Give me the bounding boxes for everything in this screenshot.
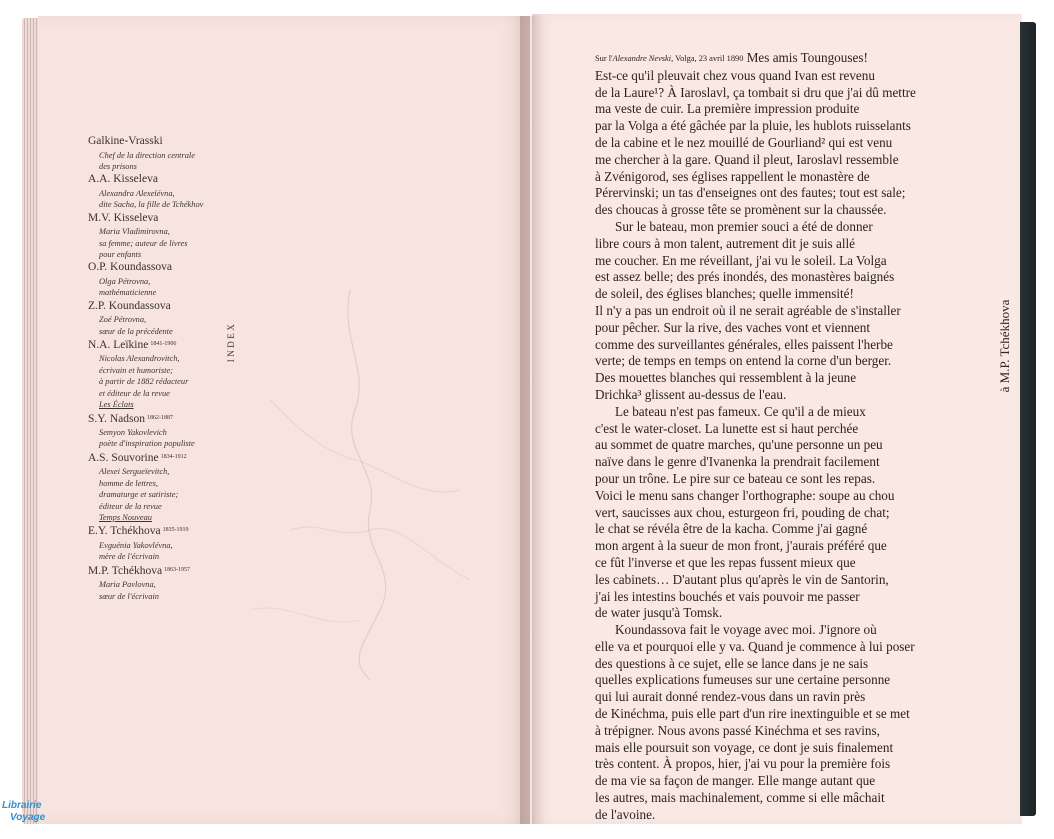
letter-line: des choucas à grosse tête se promènent sur la chaussée. [595, 202, 887, 218]
letter-line: vert, saucisses aux chou, esturgeon fri, pouding de chat; [595, 504, 890, 520]
index-entry-description: dramaturge et satiriste; [99, 490, 179, 500]
letter-line: est assez belle; des prés inondés, des monastères baignés [595, 269, 895, 285]
letter-line: Est-ce qu'il pleuvait chez vous quand Ivan est revenu [595, 67, 875, 83]
letter-line: au sommet de quatre marches, qu'une personne un peu [595, 437, 883, 453]
letter-line: verte; de temps en temps on entend la corne d'un berger. [595, 353, 892, 369]
index-entry-name: Galkine-Vrasski [88, 135, 163, 147]
letter-line: libre cours à mon talent, autrement dit je suis allé [595, 235, 856, 251]
letter-line: les cabinets… D'autant plus qu'après le vin de Santorin, [595, 571, 889, 587]
letter-line: par la Volga a été gâchée par la pluie, les hublots ruisselants [595, 118, 911, 134]
index-entry-description: mathématicienne [99, 288, 157, 298]
letter-line: de water jusqu'à Tomsk. [595, 605, 723, 621]
letter-line: mon argent à la sueur de mon front, j'aurais préféré que [595, 538, 887, 554]
index-entry [88, 523, 228, 562]
index-entry-description: Alexei Sergueïevitch, [99, 467, 170, 477]
letter-line: comme des surveillantes générales, elles paissent l'herbe [595, 336, 893, 352]
index-entry-description: à partir de 1882 rédacteur [99, 377, 189, 387]
index-entry-name: Z.P. Koundassova [88, 299, 171, 312]
letter-line: elle va et pourquoi elle y va. Quand je commence à lui poser [595, 638, 915, 654]
index-entry-description: Alexandra Alexeïévna, [99, 188, 175, 198]
index-entry-name: S.Y. Nadson $^{1862-1887}$ [88, 412, 173, 425]
letter-line: ma veste de cuir. La première impression produite [595, 101, 860, 117]
index-entry-description: dite Sacha, la fille de Tchékhov [99, 200, 204, 210]
letter-line: mais elle poursuit son voyage, ce dont je suis finalement [595, 739, 894, 755]
letter-body [595, 68, 945, 824]
letter-line: de la Laure¹? À Iaroslavl, ça tombait si dru que j'ai dû mettre [595, 84, 916, 100]
index-vertical-label: INDEX [226, 321, 236, 363]
letter-line: le chat se révéla être de la kacha. Comme j'ai gagné [595, 521, 868, 537]
letter-line: de l'avoine. [595, 806, 656, 822]
letter-line: des questions à ce sujet, elle se lance dans je ne sais [595, 655, 869, 671]
index-entry-description: Maria Pavlovna, [99, 580, 156, 590]
letter-line: Des mouettes blanches qui ressemblent à la jeune [595, 370, 857, 386]
index-entry [88, 134, 228, 172]
letter-dateline: Sur l'Alexandre Nevski, Volga, 23 avril 1890 [595, 54, 744, 63]
index-entry [88, 563, 228, 602]
index-list [88, 134, 228, 602]
letter-salutation: Mes amis Toungouses! [746, 50, 868, 65]
letter-text [595, 50, 945, 824]
index-entry-dates: 1835-1919 [162, 527, 189, 534]
letter-line: c'est le water-closet. La lunette est si haut perchée [595, 420, 859, 436]
index-entry-name: M.V. Kisseleva [88, 211, 159, 224]
index-entry-name: M.P. Tchékhova $^{1863-1957}$ [88, 564, 191, 577]
letter-line: ce fût l'inverse et que les repas fussent mieux que [595, 554, 856, 570]
letter-line: Voici le menu sans changer l'orthographe: soupe au chou [595, 487, 895, 503]
letter-line: les autres, mais machinalement, comme si elle mâchait [595, 790, 885, 806]
index-entry-description: Evguénia Yakovlévna, [99, 540, 173, 550]
index-entry-dates: 1841-1906 [150, 340, 177, 347]
index-entry-name: N.A. Leïkine $^{1841-1906}$ [88, 338, 177, 351]
index-entry [88, 260, 228, 298]
back-cover-edge [1020, 22, 1036, 816]
letter-line: pour pêcher. Sur la rive, des vaches vont et viennent [595, 319, 871, 335]
letter-line: me coucher. En me réveillant, j'ai vu le soleil. La Volga [595, 252, 887, 268]
index-entry-description: pour enfants [99, 249, 142, 259]
letter-line: pour un trône. Le pire sur ce bateau ce sont les repas. [595, 470, 876, 486]
index-entry [88, 172, 228, 210]
index-entry-description: Zoé Pétrovna, [99, 315, 147, 325]
index-entry-description: mère de l'écrivain [99, 552, 160, 562]
index-entry-publication: Les Éclats [99, 400, 134, 410]
index-entry-name: A.A. Kisseleva [88, 173, 158, 186]
index-entry-description: écrivain et humoriste; [99, 365, 173, 375]
letter-line: naïve dans le genre d'Ivanenka la prendrait facilement [595, 454, 880, 470]
letter-line: Koundassova fait le voyage avec moi. J'ignore où [615, 622, 877, 638]
letter-line: Il n'y a pas un endroit où il ne serait agréable de s'installer [595, 302, 901, 318]
letter-line: de Kinéchma, puis elle part d'un rire inextinguible et se met [595, 706, 910, 722]
letter-line: j'ai les intestins bouchés et vais pouvoir me passer [595, 588, 860, 604]
index-entry-name: O.P. Koundassova [88, 261, 173, 274]
letter-line: très content. À propos, hier, j'ai vu pour la première fois [595, 756, 891, 772]
index-entry-description: Maria Vladimirovna, [99, 227, 170, 237]
librairie-voyage-logo: Librairie Voyage [2, 800, 46, 823]
letter-line: qui lui aurait donné rendez-vous dans un ravin près [595, 689, 866, 705]
index-entry-description: Chef de la direction centrale [99, 150, 195, 160]
index-entry-description: homme de lettres, [99, 478, 158, 488]
letter-line: à Zvénigorod, ses églises rappellent le monastère de [595, 168, 870, 184]
letter-line: Drichka³ glissent au-dessus de l'eau. [595, 386, 787, 402]
index-entry-description: poète d'inspiration populiste [99, 439, 195, 449]
index-entry-description: Nicolas Alexandrovitch, [99, 354, 180, 364]
index-entry [88, 411, 228, 450]
index-entry-dates: 1862-1887 [146, 414, 173, 421]
index-entry-description: des prisons [99, 161, 137, 171]
letter-line: Le bateau n'est pas fameux. Ce qu'il a de mieux [615, 403, 866, 419]
index-entry-description: Semyon Yakovlevich [99, 428, 167, 437]
index-entry-publication: Temps Nouveau [99, 512, 152, 522]
index-entry [88, 450, 228, 524]
letter-line: à trépigner. Nous avons passé Kinéchma et ses ravins, [595, 722, 880, 738]
index-entry-description: sœur de la précédente [99, 326, 173, 336]
letter-line: quelles explications fumeuses sur une certaine personne [595, 672, 891, 688]
index-entry-dates: 1863-1957 [164, 566, 191, 573]
show-through-map [230, 280, 490, 680]
letter-line: de ma vie sa façon de manger. Elle mange autant que [595, 773, 876, 789]
letter-line: me chercher à la gare. Quand il pleut, Iaroslavl ressemble [595, 151, 899, 167]
letter-heading [595, 50, 945, 68]
index-entry-description: éditeur de la revue [99, 501, 162, 511]
letter-line: de soleil, des églises blanches; quelle immensité! [595, 286, 854, 302]
index-entry-name: A.S. Souvorine $^{1834-1912}$ [88, 451, 187, 464]
index-entry-name: E.Y. Tchékhova $^{1835-1919}$ [88, 525, 189, 538]
index-entry-description: sa femme; auteur de livres [99, 238, 188, 248]
book-gutter [520, 16, 546, 824]
index-entry-description: Olga Pétrovna, [99, 276, 151, 286]
index-entry-dates: 1834-1912 [160, 453, 187, 460]
letter-line: de la cabine et le nez mouillé de Gourliand² qui est venu [595, 134, 893, 150]
index-entry [88, 299, 228, 337]
index-entry [88, 337, 228, 411]
recipient-vertical-label: à M.P. Tchékhova [997, 299, 1012, 393]
index-entry-description: sœur de l'écrivain [99, 591, 159, 601]
letter-line: Pérervinski; un tas d'enseignes ont des fautes; tout est sale; [595, 185, 906, 201]
index-entry [88, 211, 228, 261]
letter-line: Sur le bateau, mon premier souci a été de donner [615, 218, 873, 234]
index-entry-description: et éditeur de la revue [99, 388, 170, 398]
